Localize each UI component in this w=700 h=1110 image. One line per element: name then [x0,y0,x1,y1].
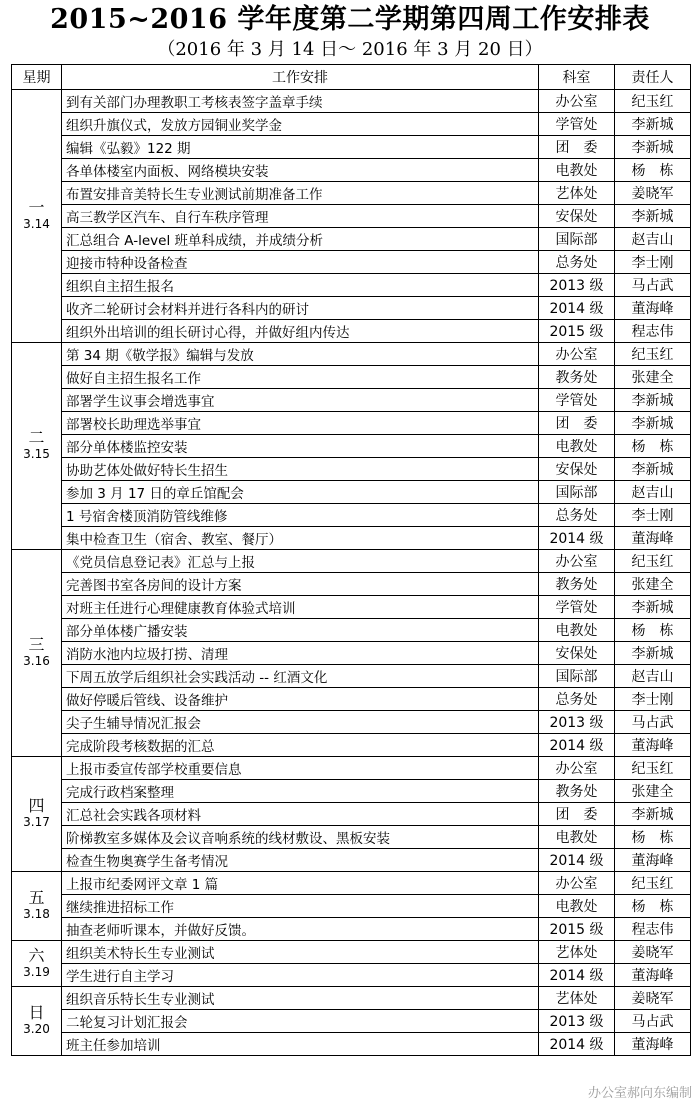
task-cell: 班主任参加培训 [62,1033,539,1056]
dept-cell: 2015 级 [539,918,615,941]
person-cell: 张建全 [615,573,691,596]
dept-cell: 团 委 [539,412,615,435]
person-cell: 李新城 [615,113,691,136]
table-row [12,159,691,182]
page-title: 2015~2016 学年度第二学期第四周工作安排表 [50,4,650,35]
task-cell: 上报市纪委网评文章 1 篇 [62,872,539,895]
task-cell: 编辑《弘毅》122 期 [62,136,539,159]
table-row [12,780,691,803]
person-cell: 赵吉山 [615,228,691,251]
task-cell: 布置安排音美特长生专业测试前期准备工作 [62,182,539,205]
schedule-table [11,64,691,1056]
person-cell: 杨 栋 [615,619,691,642]
person-cell: 程志伟 [615,918,691,941]
task-cell: 部署校长助理选举事宜 [62,412,539,435]
person-cell: 李士刚 [615,688,691,711]
person-cell: 李新城 [615,642,691,665]
weekday-cell [12,757,62,872]
table-row [12,458,691,481]
table-row [12,228,691,251]
dept-cell: 2014 级 [539,527,615,550]
table-row [12,642,691,665]
dept-cell: 团 委 [539,136,615,159]
person-cell: 姜晓军 [615,941,691,964]
dept-cell: 办公室 [539,757,615,780]
weekday-name: 二 [28,428,45,447]
person-cell: 李新城 [615,596,691,619]
dept-cell: 办公室 [539,343,615,366]
person-cell: 姜晓军 [615,987,691,1010]
task-cell: 部分单体楼广播安装 [62,619,539,642]
table-row [12,849,691,872]
header-dept: 科室 [539,65,615,90]
person-cell: 董海峰 [615,849,691,872]
dept-cell: 教务处 [539,366,615,389]
person-cell: 董海峰 [615,964,691,987]
task-cell: 迎接市特种设备检查 [62,251,539,274]
task-cell: 对班主任进行心理健康教育体验式培训 [62,596,539,619]
task-cell: 组织美术特长生专业测试 [62,941,539,964]
person-cell: 董海峰 [615,734,691,757]
weekday-date: 3.14 [23,217,50,231]
person-cell: 纪玉红 [615,872,691,895]
dept-cell: 2014 级 [539,297,615,320]
table-row [12,826,691,849]
task-cell: 阶梯教室多媒体及会议音响系统的线材敷设、黑板安装 [62,826,539,849]
person-cell: 李新城 [615,458,691,481]
dept-cell: 总务处 [539,251,615,274]
person-cell: 李新城 [615,205,691,228]
weekday-name: 三 [28,635,45,654]
table-row [12,504,691,527]
person-cell: 杨 栋 [615,159,691,182]
person-cell: 杨 栋 [615,895,691,918]
table-row [12,366,691,389]
task-cell: 组织音乐特长生专业测试 [62,987,539,1010]
weekday-name: 四 [28,796,45,815]
table-row [12,90,691,113]
person-cell: 姜晓军 [615,182,691,205]
task-cell: 协助艺体处做好特长生招生 [62,458,539,481]
dept-cell: 安保处 [539,458,615,481]
footer-credit: 办公室郝向东编制 [587,1086,692,1101]
dept-cell: 国际部 [539,481,615,504]
task-cell: 尖子生辅导情况汇报会 [62,711,539,734]
dept-cell: 教务处 [539,573,615,596]
dept-cell: 电教处 [539,435,615,458]
weekday-date: 3.16 [23,654,50,668]
task-cell: 完成阶段考核数据的汇总 [62,734,539,757]
table-row [12,688,691,711]
table-row [12,274,691,297]
task-cell: 收齐二轮研讨会材料并进行各科内的研讨 [62,297,539,320]
person-cell: 李新城 [615,389,691,412]
dept-cell: 安保处 [539,205,615,228]
person-cell: 张建全 [615,780,691,803]
task-cell: 二轮复习计划汇报会 [62,1010,539,1033]
table-row [12,757,691,780]
person-cell: 纪玉红 [615,90,691,113]
dept-cell: 电教处 [539,619,615,642]
weekday-cell [12,872,62,941]
dept-cell: 2013 级 [539,1010,615,1033]
task-cell: 组织升旗仪式，发放方园铜业奖学金 [62,113,539,136]
header-person: 责任人 [615,65,691,90]
table-row [12,711,691,734]
table-row [12,389,691,412]
person-cell: 纪玉红 [615,757,691,780]
dept-cell: 2014 级 [539,849,615,872]
weekday-date: 3.19 [23,964,50,979]
dept-cell: 2013 级 [539,711,615,734]
person-cell: 董海峰 [615,1033,691,1056]
person-cell: 李新城 [615,803,691,826]
table-row [12,435,691,458]
dept-cell: 2014 级 [539,734,615,757]
dept-cell: 学管处 [539,596,615,619]
table-header-row [12,65,691,90]
weekday-name: 日 [28,1003,45,1022]
dept-cell: 艺体处 [539,182,615,205]
task-cell: 汇总组合 A-level 班单科成绩，并成绩分析 [62,228,539,251]
task-cell: 继续推进招标工作 [62,895,539,918]
person-cell: 马占武 [615,1010,691,1033]
person-cell: 赵吉山 [615,481,691,504]
dept-cell: 艺体处 [539,941,615,964]
task-cell: 部分单体楼监控安装 [62,435,539,458]
task-cell: 各单体楼室内面板、网络模块安装 [62,159,539,182]
header-day: 星期 [12,65,62,90]
dept-cell: 艺体处 [539,987,615,1010]
table-row [12,412,691,435]
weekday-cell [12,343,62,550]
table-row [12,941,691,964]
task-cell: 1 号宿舍楼顶消防管线维修 [62,504,539,527]
weekday-name: 一 [28,198,45,217]
person-cell: 董海峰 [615,297,691,320]
weekday-cell [12,941,62,987]
task-cell: 做好停暖后管线、设备维护 [62,688,539,711]
table-row [12,895,691,918]
dept-cell: 安保处 [539,642,615,665]
person-cell: 李士刚 [615,251,691,274]
dept-cell: 2014 级 [539,964,615,987]
table-row [12,550,691,573]
task-cell: 汇总社会实践各项材料 [62,803,539,826]
person-cell: 纪玉红 [615,550,691,573]
person-cell: 纪玉红 [615,343,691,366]
person-cell: 程志伟 [615,320,691,343]
table-row [12,297,691,320]
table-row [12,113,691,136]
table-row [12,964,691,987]
table-row [12,573,691,596]
person-cell: 赵吉山 [615,665,691,688]
dept-cell: 2014 级 [539,1033,615,1056]
task-cell: 部署学生议事会增选事宜 [62,389,539,412]
person-cell: 杨 栋 [615,826,691,849]
table-row [12,734,691,757]
person-cell: 杨 栋 [615,435,691,458]
task-cell: 抽查老师听课本，并做好反馈。 [62,918,539,941]
weekday-name: 五 [28,888,45,907]
table-row [12,527,691,550]
weekday-date: 3.18 [23,907,50,921]
weekday-cell [12,987,62,1056]
weekday-date: 3.20 [23,1022,50,1036]
schedule-body [12,90,691,1056]
table-row [12,1010,691,1033]
dept-cell: 总务处 [539,688,615,711]
task-cell: 参加 3 月 17 日的章丘馆配会 [62,481,539,504]
dept-cell: 学管处 [539,113,615,136]
table-row [12,619,691,642]
task-cell: 检查生物奥赛学生备考情况 [62,849,539,872]
dept-cell: 电教处 [539,159,615,182]
table-row [12,481,691,504]
dept-cell: 学管处 [539,389,615,412]
weekday-date: 3.17 [23,815,50,829]
dept-cell: 电教处 [539,895,615,918]
task-cell: 高三教学区汽车、自行车秩序管理 [62,205,539,228]
task-cell: 消防水池内垃圾打捞、清理 [62,642,539,665]
table-row [12,596,691,619]
table-row [12,343,691,366]
task-cell: 完善图书室各房间的设计方案 [62,573,539,596]
table-row [12,665,691,688]
dept-cell: 国际部 [539,228,615,251]
task-cell: 上报市委宣传部学校重要信息 [62,757,539,780]
dept-cell: 电教处 [539,826,615,849]
dept-cell: 总务处 [539,504,615,527]
table-row [12,987,691,1010]
dept-cell: 教务处 [539,780,615,803]
table-row [12,136,691,159]
dept-cell: 2013 级 [539,274,615,297]
table-row [12,320,691,343]
table-row [12,872,691,895]
task-cell: 《党员信息登记表》汇总与上报 [62,550,539,573]
person-cell: 董海峰 [615,527,691,550]
task-cell: 组织外出培训的组长研讨心得，并做好组内传达 [62,320,539,343]
dept-cell: 团 委 [539,803,615,826]
table-row [12,182,691,205]
dept-cell: 国际部 [539,665,615,688]
weekday-date: 3.15 [23,447,50,461]
table-row [12,803,691,826]
table-row [12,1033,691,1056]
weekday-name: 六 [28,945,45,965]
table-row [12,918,691,941]
task-cell: 做好自主招生报名工作 [62,366,539,389]
person-cell: 李新城 [615,412,691,435]
dept-cell: 2015 级 [539,320,615,343]
dept-cell: 办公室 [539,550,615,573]
person-cell: 李士刚 [615,504,691,527]
person-cell: 张建全 [615,366,691,389]
person-cell: 李新城 [615,136,691,159]
table-row [12,251,691,274]
weekday-cell [12,90,62,343]
dept-cell: 办公室 [539,872,615,895]
task-cell: 到有关部门办理教职工考核表签字盖章手续 [62,90,539,113]
task-cell: 第 34 期《敬学报》编辑与发放 [62,343,539,366]
weekday-cell [12,550,62,757]
task-cell: 集中检查卫生（宿舍、教室、餐厅） [62,527,539,550]
person-cell: 马占武 [615,711,691,734]
task-cell: 组织自主招生报名 [62,274,539,297]
dept-cell: 办公室 [539,90,615,113]
person-cell: 马占武 [615,274,691,297]
task-cell: 下周五放学后组织社会实践活动 -- 红酒文化 [62,665,539,688]
task-cell: 学生进行自主学习 [62,964,539,987]
date-range-subtitle: （2016 年 3 月 14 日～ 2016 年 3 月 20 日） [157,39,543,60]
task-cell: 完成行政档案整理 [62,780,539,803]
table-row [12,205,691,228]
header-task: 工作安排 [62,65,539,90]
